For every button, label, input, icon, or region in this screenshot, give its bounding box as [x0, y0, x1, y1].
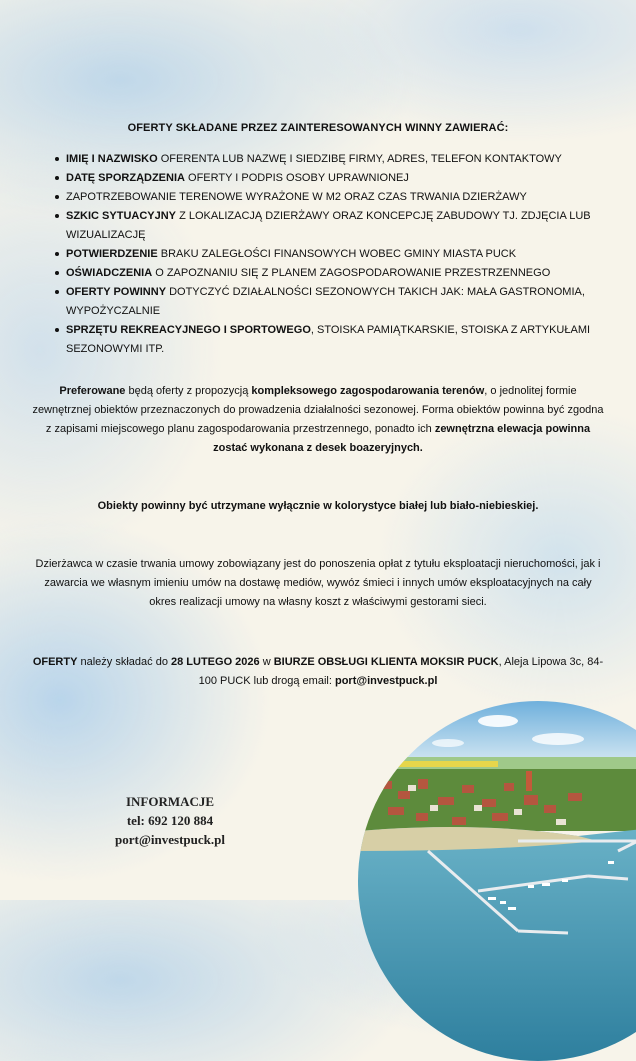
offer-requirements-heading: OFERTY SKŁADANE PRZEZ ZAINTERESOWANYCH WINNY ZAWIERAĆ: [127, 122, 509, 134]
aerial-photo-puck-harbor [358, 701, 636, 1061]
preferences-paragraph: Preferowane będą oferty z propozycją kompleksowego zagospodarowania terenów, o jednolitej formie zewnętrznej obiektów przeznaczonych do prowadzenia działalności sezonowej. Forma obiektów powinna być zgodna z zapisami miejscowego planu zagospodarowania przestrzennego, ponadto ich zewnętrzna elewacja powinna zostać wykonana z desek boazeryjnych. [32, 385, 604, 454]
contact-email[interactable]: port@investpuck.pl [115, 832, 225, 847]
aerial-photo-illustration [358, 701, 636, 1061]
list-item: POTWIERDZENIE BRAKU ZALEGŁOŚCI FINANSOWYCH WOBEC GMINY MIASTA PUCK [66, 245, 626, 264]
list-item: IMIĘ I NAZWISKO OFERENTA LUB NAZWĘ I SIEDZIBĘ FIRMY, ADRES, TELEFON KONTAKTOWY [66, 150, 626, 169]
tenant-obligations-paragraph: Dzierżawca w czasie trwania umowy zobowiązany jest do ponoszenia opłat z tytułu eksploatacji nieruchomości, jak i zawarcia we własnym imieniu umów na dostawę mediów, wywóz śmieci i innych umów eksploatacyjnych na cały okres realizacji umowy na własny koszt z właściwymi gestorami sieci. [35, 558, 601, 608]
list-item: DATĘ SPORZĄDZENIA OFERTY I PODPIS OSOBY UPRAWNIONEJ [66, 169, 626, 188]
list-item: ZAPOTRZEBOWANIE TERENOWE WYRAŻONE W M2 ORAZ CZAS TRWANIA DZIERŻAWY [66, 188, 626, 207]
list-item: OFERTY POWINNY DOTYCZYĆ DZIAŁALNOŚCI SEZONOWYCH TAKICH JAK: MAŁA GASTRONOMIA, WYPOŻYCZALNIE [66, 283, 626, 321]
requirements-list [52, 150, 626, 359]
color-requirement-paragraph: Obiekty powinny być utrzymane wyłącznie w kolorystyce białej lub biało-niebieskiej. [97, 500, 539, 512]
contact-phone: tel: 692 120 884 [126, 813, 214, 828]
submission-deadline-paragraph: OFERTY należy składać do 28 LUTEGO 2026 w BIURZE OBSŁUGI KLIENTA MOKSIR PUCK, Aleja Lipowa 3c, 84-100 PUCK lub drogą email: port@investpuck.pl [32, 656, 604, 687]
list-item: OŚWIADCZENIA O ZAPOZNANIU SIĘ Z PLANEM ZAGOSPODAROWANIE PRZESTRZENNEGO [66, 264, 626, 283]
list-item: SZKIC SYTUACYJNY Z LOKALIZACJĄ DZIERŻAWY ORAZ KONCEPCJĘ ZABUDOWY TJ. ZDJĘCIA LUB WIZUALIZACJĘ [66, 207, 626, 245]
list-item: SPRZĘTU REKREACYJNEGO I SPORTOWEGO, STOISKA PAMIĄTKARSKIE, STOISKA Z ARTYKUŁAMI SEZONOWYMI ITP. [66, 321, 626, 359]
contact-title: INFORMACJE [125, 794, 215, 809]
contact-info [90, 792, 250, 849]
